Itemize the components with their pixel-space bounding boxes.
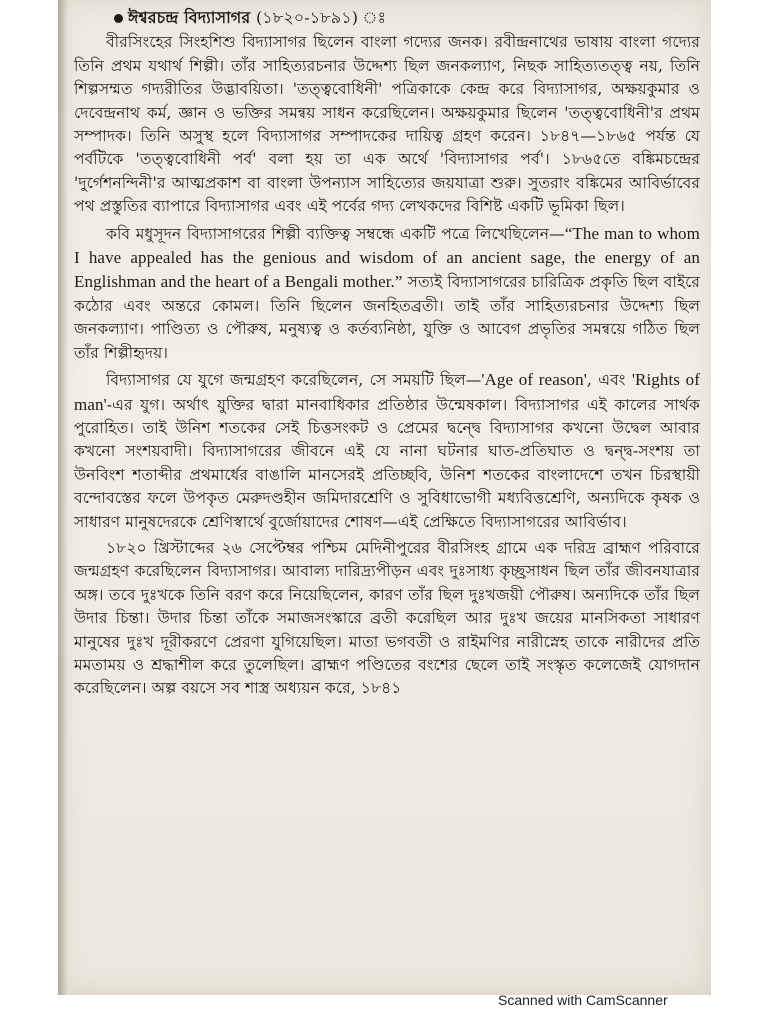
paragraph-3-part3: -এর যুগ। অর্থাৎ যুক্তির দ্বারা মানবাধিকার প্রতিষ্ঠার উন্মেষকাল। বিদ্যাসাগর এই কালের সার্থক পুরোহিত। তাই উনিশ শতকের সেই চিত্তসংকট ও প্রেমের দ্বন্দ্বে বিদ্যাসাগর কখনো উদ্বেল আবার কখনো সংশয়বাদী। বিদ্যাসাগরের জীবনে এই যে নানা ঘটনার ঘাত-প্রতিঘাত ও দ্বন্দ্ব-সংশয় তা উনবিংশ শতাব্দীর প্রথমার্ধের বাঙালি মানসেরই প্রতিচ্ছবি, উনিশ শতকের বাংলাদেশে তখন চিরস্থায়ী বন্দোবস্তের ফলে উপকৃত মেরুদণ্ডহীন জমিদারশ্রেণি ও সুবিধাভোগী মধ্যবিত্তশ্রেণি, অন্যদিকে কৃষক ও সাধারণ মানুষদেরকে শ্রেণিস্বার্থে বুর্জোয়াদের শোষণ—এই প্রেক্ষিতে বিদ্যাসাগরের আবির্ভাব। [74, 395, 700, 531]
paragraph-3-part2: , এবং [586, 371, 632, 390]
age-of-reason-quote: 'Age of reason' [481, 370, 587, 390]
paragraph-2-intro: কবি মধুসূদন বিদ্যাসাগরের শিল্পী ব্যক্তিত্ব সম্বন্ধে একটি পত্রে লিখেছিলেন— [106, 224, 565, 243]
page-shadow-edge [58, 0, 68, 995]
paragraph-3-part1: বিদ্যাসাগর যে যুগে জন্মগ্রহণ করেছিলেন, সে সময়টি ছিল— [106, 371, 482, 390]
paragraph-3 [74, 368, 700, 534]
scanned-page [58, 0, 711, 995]
section-heading [74, 6, 700, 29]
english-quote: “The man to whom I have appealed has the genious and wisdom of an ancient sage, the energy of an Englishman and the heart of a Bengali mother.” [74, 223, 700, 292]
heading-dates: (১৮২০-১৮৯১) ঃ [255, 8, 387, 27]
paragraph-1: বীরসিংহের সিংহশিশু বিদ্যাসাগর ছিলেন বাংলা গদ্যের জনক। রবীন্দ্রনাথের ভাষায় বাংলা গদ্যের তিনি প্রথম যথার্থ শিল্পী। তাঁর সাহিত্যরচনার উদ্দেশ্য ছিল জনকল্যাণ, নিছক সাহিত্যতত্ত্ব নয়, তিনি শিল্পসম্মত গদ্যরীতির উদ্ভাবয়িতা। 'তত্ত্ববোধিনী' পত্রিকাকে কেন্দ্র করে বিদ্যাসাগর, অক্ষয়কুমার ও দেবেন্দ্রনাথ কর্ম, জ্ঞান ও ভক্তির সমন্বয় সাধন করেছিলেন। অক্ষয়কুমার ছিলেন 'তত্ত্ববোধিনী'র প্রথম সম্পাদক। তিনি অসুস্থ হলে বিদ্যাসাগর সম্পাদকের দায়িত্ব গ্রহণ করেন। ১৮৪৭—১৮৬৫ পর্যন্ত যে পর্বটিকে 'তত্ত্ববোধিনী পর্ব' বলা হয় তা এক অর্থে 'বিদ্যাসাগর পর্ব'। ১৮৬৫তে বঙ্কিমচন্দ্রের 'দুর্গেশনন্দিনী'র আত্মপ্রকাশ বা বাংলা উপন্যাস সাহিত্যের জয়যাত্রা শুরু। সুতরাং বঙ্কিমের আবির্ভাবের পথ প্রস্তুতির ব্যাপারে বিদ্যাসাগর এবং এই পর্বের গদ্য লেখকদের বিশিষ্ট একটি ভূমিকা ছিল। [74, 33, 700, 216]
paragraph-2 [74, 222, 700, 365]
bullet-icon [114, 14, 123, 23]
document-body [74, 6, 700, 704]
paragraph-2-rest: সত্যই বিদ্যাসাগরের চারিত্রিক প্রকৃতি ছিল বাইরে কঠোর এবং অন্তরে কোমল। তিনি ছিলেন জনহিতব্রতী। তাই তাঁর সাহিত্যরচনার উদ্দেশ্য ছিল জনকল্যাণ। পাণ্ডিত্য ও পৌরুষ, মনুষ্যত্ব ও কর্তব্যনিষ্ঠা, যুক্তি ও আবেগ প্রভৃতির সমন্বয়ে গঠিত ছিল তাঁর শিল্পীহৃদয়। [74, 273, 700, 362]
scanner-watermark: Scanned with CamScanner [498, 992, 668, 1008]
heading-title: ঈশ্বরচন্দ্র বিদ্যাসাগর [128, 8, 251, 27]
rights-of-man-quote: 'Rights of man' [74, 370, 701, 414]
paragraph-4: ১৮২০ খ্রিস্টাব্দের ২৬ সেপ্টেম্বর পশ্চিম মেদিনীপুরের বীরসিংহ গ্রামে এক দরিদ্র ব্রাহ্মণ পরিবারে জন্মগ্রহণ করেছিলেন বিদ্যাসাগর। আবাল্য দারিদ্র্যপীড়ন এবং দুঃসাধ্য কৃচ্ছ্রসাধন ছিল তাঁর জীবনযাত্রার অঙ্গ। তবে দুঃখকে তিনি বরণ করে নিয়েছিলেন, কারণ তাঁর ছিল দুঃখজয়ী পৌরুষ। অন্যদিকে তাঁর ছিল উদার চিন্তা। উদার চিন্তা তাঁকে সমাজসংস্কারে ব্রতী করেছিল আর দুঃখ জয়ের মানসিকতা সাধারণ মানুষের দুঃখ দূরীকরণে প্রেরণা যুগিয়েছিল। মাতা ভগবতী ও রাইমণির নারীস্নেহ তাকে নারীদের প্রতি মমতাময় ও শ্রদ্ধাশীল করে তুলেছিল। ব্রাহ্মণ পণ্ডিতের বংশের ছেলে তাই সংস্কৃত কলেজেই যোগদান করেছিলেন। অল্প বয়সে সব শাস্ত্র অধ্যয়ন করে, ১৮৪১ [74, 538, 700, 698]
